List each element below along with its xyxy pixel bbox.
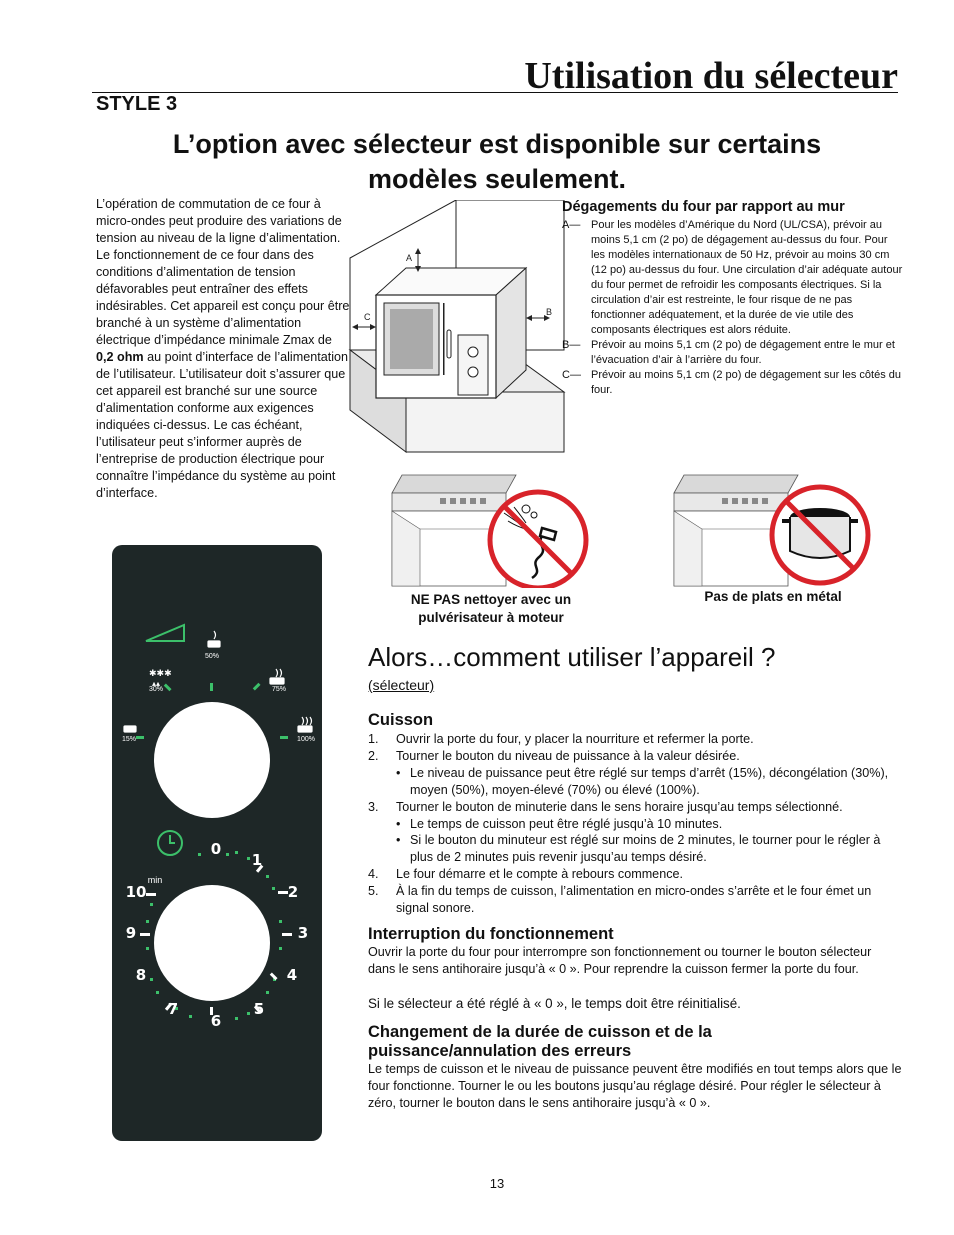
no-symbol-icon <box>772 487 868 583</box>
power-label-15: 15% <box>121 736 137 743</box>
step-text: Tourner le bouton du niveau de puissance à la valeur désirée. <box>396 748 740 763</box>
timer-number-4: 4 <box>286 966 298 984</box>
power-label-50: 50% <box>204 653 220 660</box>
list-item <box>368 883 902 917</box>
timer-number-0: 0 <box>210 840 222 858</box>
timer-number-2: 2 <box>287 883 299 901</box>
clearance-item-c <box>562 368 904 398</box>
step-number: 2. <box>368 748 379 763</box>
subitem-text: Le niveau de puissance peut être réglé sur temps d’arrêt (15%), décongélation (30%), moyen (50%), moyen-élevé (70%) ou élevé (100%). <box>410 765 889 797</box>
headline-line-2: modèles seulement. <box>367 164 627 194</box>
oven-clearance-diagram <box>346 200 566 455</box>
intro-text-before: L’opération de commutation de ce four à micro-ondes peut produire des variations de tension au niveau de la ligne d’alimentation. Le fonctionnement de ce four dans des conditions d’alimentation de tension défavorables peut entraîner des effets indésirables. Cet appareil est conçu pour être branché à un système d’alimentation électrique d’impédance minimale Zmax de <box>96 197 350 347</box>
timer-number-10: 10 <box>125 883 147 901</box>
list-subitem <box>368 816 902 833</box>
clearance-title: Dégagements du four par rapport au mur <box>562 199 845 215</box>
clearance-key: A— <box>562 219 581 231</box>
changement-text: Le temps de cuisson et le niveau de puissance peuvent être modifiés en tout temps alors que le four fonctionne. Tourner le ou les boutons jusqu’au réglage désiré. Pour régler le sélecteur à zéro, tourner le bouton dans le sens antihoraire jusqu’à « 0 ». <box>368 1062 902 1110</box>
changement-title-line-2: puissance/annulation des erreurs <box>368 1042 632 1060</box>
list-item <box>368 731 902 748</box>
clearance-key: B— <box>562 339 581 351</box>
no-sprayer-caption-line-1: NE PAS nettoyer avec un <box>410 592 572 607</box>
no-symbol-icon <box>490 492 586 588</box>
timer-number-5: 5 <box>253 1000 265 1018</box>
timer-number-9: 9 <box>125 924 137 942</box>
no-metal-illustration <box>672 473 872 588</box>
timer-clock-icon <box>158 831 182 855</box>
step-text: À la fin du temps de cuisson, l’alimentation en micro-ondes s’arrête et le four émet un signal sonore. <box>396 884 872 916</box>
timer-knob[interactable] <box>154 885 270 1001</box>
no-sprayer-illustration <box>390 473 590 588</box>
page-title: Utilisation du sélecteur <box>524 55 898 97</box>
control-panel-graphic <box>112 545 322 1141</box>
no-sprayer-caption <box>390 591 592 627</box>
subitem-text: Le temps de cuisson peut être réglé jusqu’à 10 minutes. <box>410 816 723 831</box>
list-subitem <box>368 765 902 799</box>
step-number: 5. <box>368 884 379 899</box>
bullet: • <box>396 833 401 848</box>
svg-text:✱✱✱: ✱✱✱ <box>149 669 172 679</box>
headline <box>96 127 898 197</box>
changement-title-line-1: Changement de la durée de cuisson et de la <box>368 1023 712 1041</box>
cuisson-title: Cuisson <box>368 711 434 729</box>
medium-high-pot-icon <box>270 669 284 684</box>
page-number: 13 <box>489 1176 505 1191</box>
bullet: • <box>396 816 401 831</box>
no-sprayer-caption-line-2: pulvérisateur à moteur <box>418 610 564 625</box>
cuisson-steps <box>368 731 902 917</box>
section-subtitle: (sélecteur) <box>368 677 435 693</box>
no-metal-caption: Pas de plats en métal <box>704 589 842 604</box>
title-rule <box>92 92 898 93</box>
diagram-label-c: C <box>364 312 371 322</box>
timer-number-8: 8 <box>135 966 147 984</box>
high-pot-icon <box>298 717 312 732</box>
timer-number-1: 1 <box>251 851 263 869</box>
diagram-label-b: B <box>546 307 553 317</box>
clearance-key: C— <box>562 369 581 381</box>
list-subitem <box>368 832 902 866</box>
intro-text-after: au point d’interface de l’alimentation de l’utilisateur. L’utilisateur doit s’assurer que cet appareil est branché sur une source d’alimentation conforme aux exigences indiquées ci-dessus. Le cas échéant, l’utilisateur peut s’informer auprès de l’entreprise de production électrique pour connaître l’impédance du système au point d’interface. <box>96 350 349 500</box>
timer-unit-label: min <box>147 875 163 885</box>
clearance-section <box>562 198 904 398</box>
step-number: 4. <box>368 867 379 882</box>
step-number: 1. <box>368 732 379 746</box>
timer-number-3: 3 <box>297 924 309 942</box>
step-text: Le four démarre et le compte à rebours commence. <box>396 867 683 882</box>
bullet: • <box>396 765 401 780</box>
svg-text:▴▴: ▴▴ <box>152 679 161 688</box>
power-label-100: 100% <box>297 736 315 743</box>
intro-bold-value: 0,2 ohm <box>96 350 144 364</box>
interruption-title: Interruption du fonctionnement <box>368 925 614 943</box>
clearance-item-b <box>562 338 904 368</box>
diagram-label-a: A <box>406 253 413 263</box>
step-number: 3. <box>368 799 379 814</box>
clearance-text: Pour les modèles d’Amérique du Nord (UL/CSA), prévoir au moins 5,1 cm (2 po) de dégagement au-dessus du four. Pour les modèles internationaux de 50 Hz, prévoir au moins 30 cm (12 po) au-dessus du four. Une circulation d’air adéquate autour du four permet de refroidir les composants électriques. Si la circulation d’air est restreinte, le four risque de ne pas fonctionner adéquatement, et la durée de vie utile des composants électriques est alors réduite. <box>591 219 903 336</box>
timer-number-7: 7 <box>167 1000 179 1018</box>
list-item <box>368 799 902 816</box>
changement-title <box>368 1023 712 1061</box>
timer-number-6: 6 <box>210 1012 222 1030</box>
clearance-text: Prévoir au moins 5,1 cm (2 po) de dégagement sur les côtés du four. <box>591 369 901 396</box>
step-text: Ouvrir la porte du four, y placer la nourriture et refermer la porte. <box>396 732 754 746</box>
power-knob[interactable] <box>154 702 270 818</box>
warm-pot-icon <box>124 726 136 732</box>
clearance-item-a <box>562 218 904 338</box>
step-text: Tourner le bouton de minuterie dans le sens horaire jusqu’au temps sélectionné. <box>396 799 843 814</box>
interruption-text: Ouvrir la porte du four pour interrompre son fonctionnement ou tourner le bouton sélecteur dans le sens antihoraire jusqu’à « 0 ». Pour reprendre la cuisson fermer la porte du four. <box>368 945 872 976</box>
power-label-75: 75% <box>271 686 287 693</box>
power-label-30: 30% <box>148 686 164 693</box>
headline-line-1: L’option avec sélecteur est disponible sur certains <box>172 129 822 159</box>
subitem-text: Si le bouton du minuteur est réglé sur moins de 2 minutes, le tourner pour le régler à plus de 2 minutes puis revenir jusqu’au temps désiré. <box>410 833 881 865</box>
interruption-note: Si le sélecteur a été réglé à « 0 », le temps doit être réinitialisé. <box>368 996 741 1011</box>
intro-paragraph <box>96 196 352 502</box>
list-item <box>368 748 902 765</box>
power-level-icon <box>146 625 184 641</box>
control-panel <box>112 545 322 1141</box>
clearance-list <box>562 218 904 398</box>
simmer-pot-icon <box>208 631 220 647</box>
section-title: Alors…comment utiliser l’appareil ? <box>368 642 776 672</box>
list-item <box>368 866 902 883</box>
clearance-text: Prévoir au moins 5,1 cm (2 po) de dégagement entre le mur et l’évacuation d’air à l’arrière du four. <box>591 339 895 366</box>
style-label: STYLE 3 <box>96 93 178 115</box>
